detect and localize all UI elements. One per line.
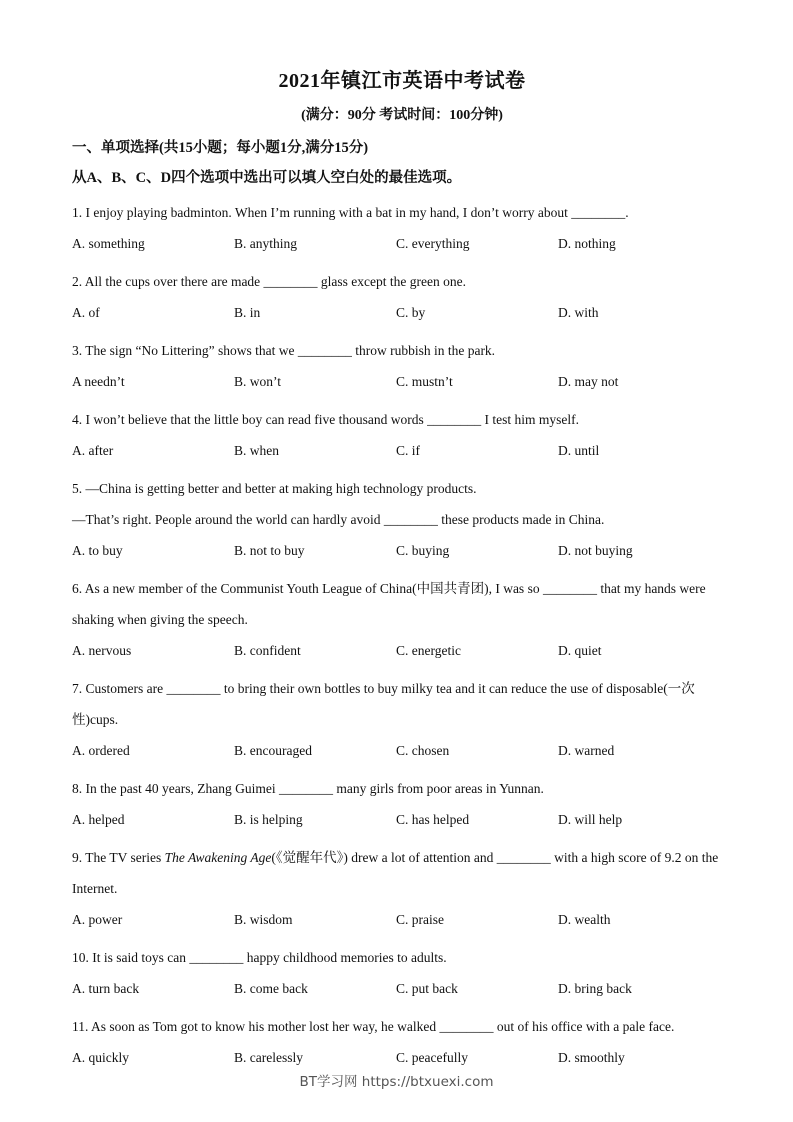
option-d: D. will help bbox=[558, 812, 623, 827]
question-2 bbox=[72, 266, 732, 328]
options-row bbox=[72, 635, 732, 666]
options-row bbox=[72, 228, 732, 259]
option-d: D. smoothly bbox=[558, 1050, 625, 1065]
options-row bbox=[72, 435, 732, 466]
option-a: A needn’t bbox=[72, 374, 125, 389]
section-instruction: 从A、B、C、D四个选项中选出可以填人空白处的最佳选项。 bbox=[72, 170, 462, 186]
option-b: B. when bbox=[234, 443, 279, 458]
option-b: B. is helping bbox=[234, 812, 303, 827]
question-stem: 10. It is said toys can ________ happy childhood memories to adults. bbox=[72, 950, 447, 965]
option-d: D. nothing bbox=[558, 236, 616, 251]
question-3 bbox=[72, 335, 732, 397]
question-stem bbox=[72, 842, 732, 904]
option-c: C. peacefully bbox=[396, 1050, 468, 1065]
question-stem: 2. All the cups over there are made ________ glass except the green one. bbox=[72, 274, 466, 289]
option-b: B. in bbox=[234, 305, 261, 320]
option-b: B. won’t bbox=[234, 374, 282, 389]
option-b: B. encouraged bbox=[234, 743, 312, 758]
options-row bbox=[72, 297, 732, 328]
question-stem: 6. As a new member of the Communist Youth League of China(中国共青团), I was so ________ that my hands were shaking when giving the speech. bbox=[72, 581, 706, 627]
question-stem: 7. Customers are ________ to bring their own bottles to buy milky tea and it can reduce the use of disposable(一次性)cups. bbox=[72, 681, 695, 727]
question-11 bbox=[72, 1011, 732, 1073]
question-5 bbox=[72, 473, 732, 566]
option-d: D. warned bbox=[558, 743, 615, 758]
page-subtitle: (满分：90分 考试时间：100分钟) bbox=[301, 108, 503, 123]
option-c: C. put back bbox=[396, 981, 458, 996]
option-c: C. mustn’t bbox=[396, 374, 453, 389]
option-d: D. may not bbox=[558, 374, 619, 389]
question-stem: 1. I enjoy playing badminton. When I’m running with a bat in my hand, I don’t worry about ________. bbox=[72, 205, 629, 220]
question-4 bbox=[72, 404, 732, 466]
question-stem: 8. In the past 40 years, Zhang Guimei ________ many girls from poor areas in Yunnan. bbox=[72, 781, 544, 796]
option-a: A. helped bbox=[72, 812, 125, 827]
stem-prefix: 9. The TV series bbox=[72, 850, 165, 865]
option-a: A. nervous bbox=[72, 643, 132, 658]
option-d: D. with bbox=[558, 305, 599, 320]
options-row bbox=[72, 1042, 732, 1073]
option-d: D. wealth bbox=[558, 912, 611, 927]
question-10 bbox=[72, 942, 732, 1004]
option-c: C. chosen bbox=[396, 743, 450, 758]
options-row bbox=[72, 804, 732, 835]
question-6 bbox=[72, 573, 732, 666]
question-8 bbox=[72, 773, 732, 835]
footer-watermark: BT学习网 https://btxuexi.com bbox=[299, 1074, 494, 1090]
question-stem: 3. The sign “No Littering” shows that we ________ throw rubbish in the park. bbox=[72, 343, 496, 358]
option-b: B. carelessly bbox=[234, 1050, 303, 1065]
option-a: A. quickly bbox=[72, 1050, 129, 1065]
option-c: C. buying bbox=[396, 543, 450, 558]
question-7 bbox=[72, 673, 732, 766]
option-b: B. wisdom bbox=[234, 912, 293, 927]
option-c: C. if bbox=[396, 443, 421, 458]
question-stem: 11. As soon as Tom got to know his mother lost her way, he walked ________ out of his office with a pale face. bbox=[72, 1019, 675, 1034]
option-a: A. to buy bbox=[72, 543, 123, 558]
option-c: C. praise bbox=[396, 912, 444, 927]
options-row bbox=[72, 904, 732, 935]
option-d: D. quiet bbox=[558, 643, 602, 658]
option-b: B. not to buy bbox=[234, 543, 305, 558]
options-row bbox=[72, 535, 732, 566]
question-stem-reply: —That’s right. People around the world can hardly avoid ________ these products made in China. bbox=[72, 512, 605, 527]
options-row bbox=[72, 973, 732, 1004]
option-a: A. after bbox=[72, 443, 114, 458]
section-heading: 一、单项选择(共15小题；每小题1分,满分15分) bbox=[72, 140, 369, 156]
option-d: D. until bbox=[558, 443, 600, 458]
option-c: C. has helped bbox=[396, 812, 470, 827]
option-a: A. ordered bbox=[72, 743, 130, 758]
options-row bbox=[72, 735, 732, 766]
option-a: A. turn back bbox=[72, 981, 140, 996]
question-1 bbox=[72, 197, 732, 259]
option-d: D. not buying bbox=[558, 543, 633, 558]
option-a: A. power bbox=[72, 912, 123, 927]
options-row bbox=[72, 366, 732, 397]
page-title: 2021年镇江市英语中考试卷 bbox=[278, 70, 526, 92]
option-c: C. energetic bbox=[396, 643, 461, 658]
series-title: The Awakening Age bbox=[164, 850, 272, 865]
option-b: B. confident bbox=[234, 643, 301, 658]
option-c: C. everything bbox=[396, 236, 470, 251]
option-a: A. of bbox=[72, 305, 100, 320]
stem-suffix: (《觉醒年代》) drew a lot of attention and ________ with a high score of 9.2 on the Internet. bbox=[72, 850, 719, 896]
exam-page bbox=[72, 66, 732, 1073]
option-a: A. something bbox=[72, 236, 145, 251]
question-stem: 4. I won’t believe that the little boy can read five thousand words ________ I test him myself. bbox=[72, 412, 580, 427]
option-c: C. by bbox=[396, 305, 426, 320]
option-b: B. anything bbox=[234, 236, 297, 251]
question-9 bbox=[72, 842, 732, 935]
option-b: B. come back bbox=[234, 981, 308, 996]
question-stem: 5. —China is getting better and better at making high technology products. bbox=[72, 481, 477, 496]
option-d: D. bring back bbox=[558, 981, 632, 996]
